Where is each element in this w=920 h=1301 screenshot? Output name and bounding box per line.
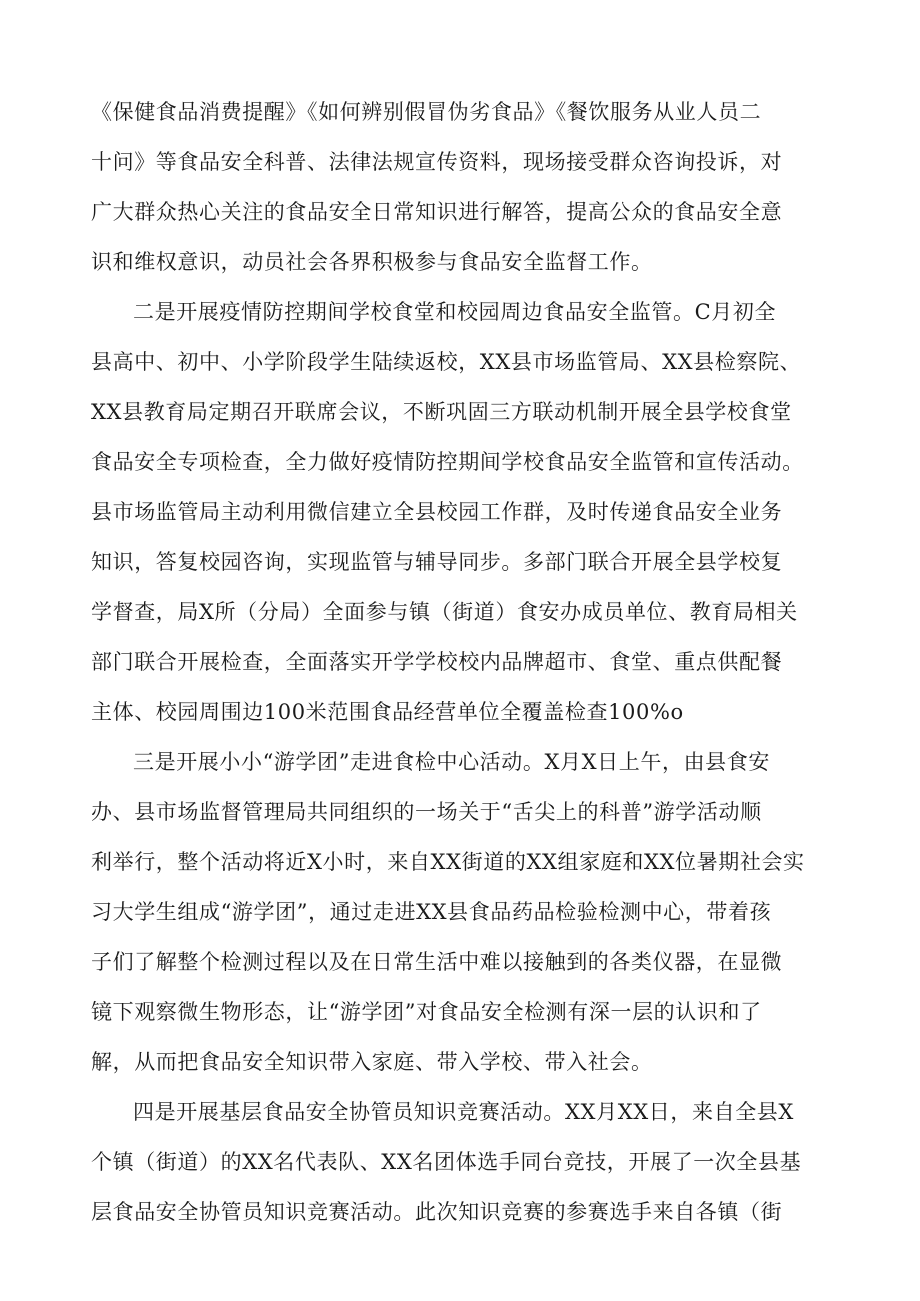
text-line: 部门联合开展检查，全面落实开学学校校内品牌超市、食堂、重点供配餐 bbox=[91, 650, 783, 674]
text-line: 利举行，整个活动将近X小时，来自XX街道的XX组家庭和XX位暑期社会实 bbox=[91, 850, 805, 874]
text-line: 个镇（街道）的XX名代表队、XX名团体选手同台竞技，开展了一次全县基 bbox=[91, 1150, 802, 1174]
text-line: 四是开展基层食品安全协管员知识竞赛活动。XX月XX日，来自全县X bbox=[133, 1100, 794, 1124]
text-line: 镜下观察微生物形态，让“游学团”对食品安全检测有深一层的认识和了 bbox=[91, 1000, 762, 1024]
text-line: XX县教育局定期召开联席会议，不断巩固三方联动机制开展全县学校食堂 bbox=[91, 400, 792, 424]
text-line: 办、县市场监督管理局共同组织的一场关于“舌尖上的科普”游学活动顺 bbox=[91, 800, 762, 824]
text-line: 三是开展小小“游学团”走进食检中心活动。X月X日上午，由县食安 bbox=[133, 750, 770, 774]
text-line: 学督查，局X所（分局）全面参与镇（街道）食安办成员单位、教育局相关 bbox=[91, 600, 798, 624]
text-line: 习大学生组成“游学团”，通过走进XX县食品药品检验检测中心，带着孩 bbox=[91, 900, 772, 924]
text-line: 广大群众热心关注的食品安全日常知识进行解答，提高公众的食品安全意 bbox=[91, 200, 783, 224]
text-line: 食品安全专项检查，全力做好疫情防控期间学校食品安全监管和宣传活动。 bbox=[91, 450, 804, 474]
text-line: 主体、校园周围边100米范围食品经营单位全覆盖检查100%o bbox=[91, 700, 684, 724]
text-line: 县高中、初中、小学阶段学生陆续返校，XX县市场监管局、XX县检察院、 bbox=[91, 350, 802, 374]
text-line: 子们了解整个检测过程以及在日常生活中难以接触到的各类仪器，在显微 bbox=[91, 950, 783, 974]
text-line: 十问》等食品安全科普、法律法规宣传资料，现场接受群众咨询投诉，对 bbox=[91, 150, 783, 174]
text-line: 《保健食品消费提醒》《如何辨别假冒伪劣食品》《餐饮服务从业人员二 bbox=[91, 100, 762, 124]
text-line: 识和维权意识，动员社会各界积极参与食品安全监督工作。 bbox=[91, 250, 653, 274]
text-line: 层食品安全协管员知识竞赛活动。此次知识竞赛的参赛选手来自各镇（街 bbox=[91, 1200, 783, 1224]
text-line: 二是开展疫情防控期间学校食堂和校园周边食品安全监管。C月初全 bbox=[133, 300, 777, 324]
text-line: 解，从而把食品安全知识带入家庭、带入学校、带入社会。 bbox=[91, 1050, 653, 1074]
text-line: 知识，答复校园咨询，实现监管与辅导同步。多部门联合开展全县学校复 bbox=[91, 550, 783, 574]
text-line: 县市场监管局主动利用微信建立全县校园工作群，及时传递食品安全业务 bbox=[91, 500, 783, 524]
